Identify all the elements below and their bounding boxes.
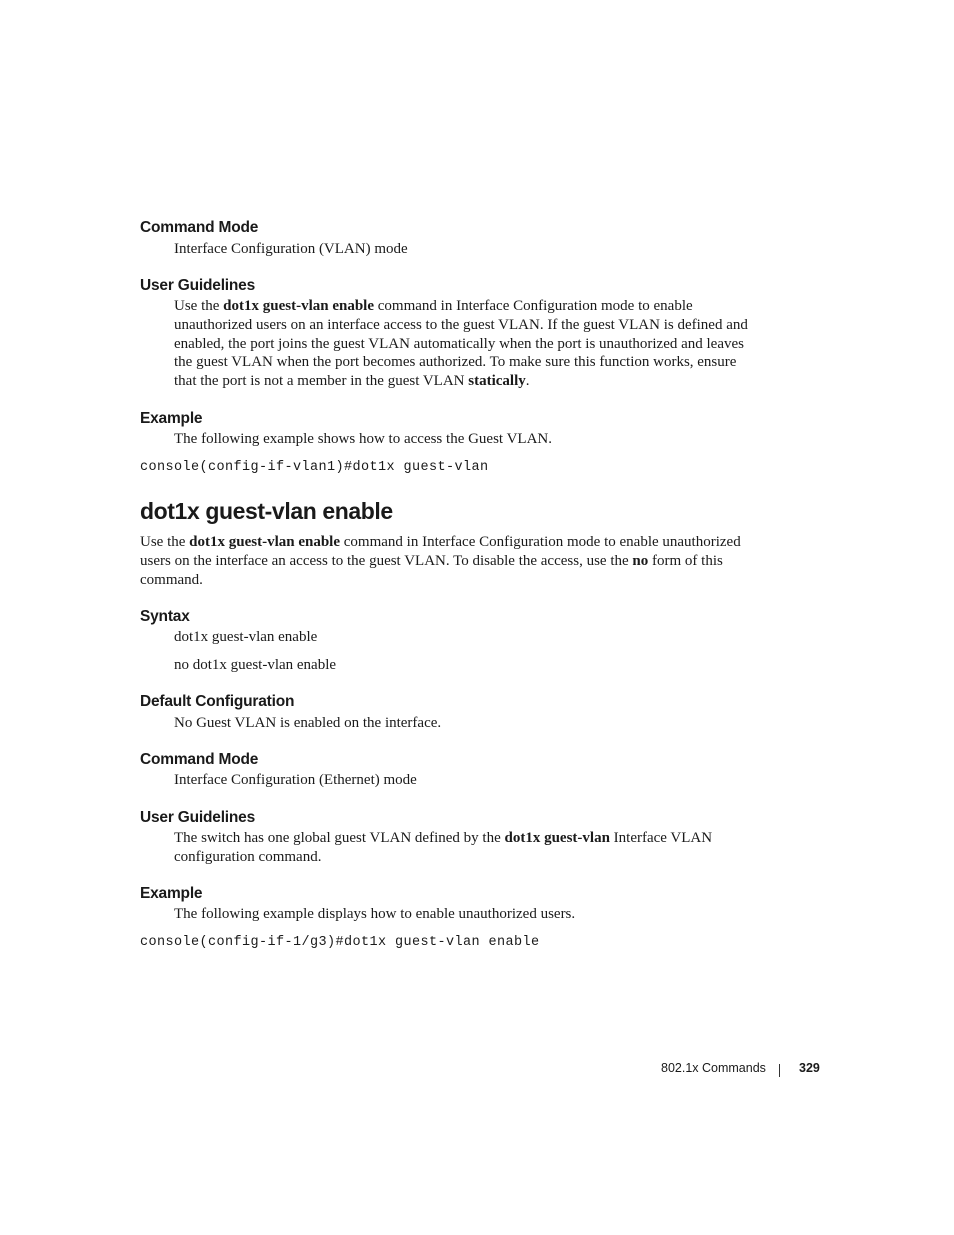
syntax-heading: Syntax xyxy=(140,608,190,625)
example-heading: Example xyxy=(140,410,203,427)
example-code-2: console(config-if-1/g3)#dot1x guest-vlan enable xyxy=(140,935,540,950)
command-mode-text-2: Interface Configuration (Ethernet) mode xyxy=(174,772,417,788)
example-heading-2: Example xyxy=(140,885,203,902)
example-text-2: The following example displays how to enable unauthorized users. xyxy=(174,906,576,922)
syntax-line-2: no dot1x guest-vlan enable xyxy=(174,657,337,673)
section-intro: Use the dot1x guest-vlan enable command in Interface Configuration mode to enable unauthorized users on the interface an access to the guest VLAN. To disable the access, use the no form of this command. xyxy=(140,534,741,588)
user-guidelines-heading-2: User Guidelines xyxy=(140,809,256,826)
page-number: 329 xyxy=(799,1061,820,1075)
command-mode-heading-2: Command Mode xyxy=(140,751,259,768)
default-configuration-heading: Default Configuration xyxy=(140,693,295,710)
default-configuration-text: No Guest VLAN is enabled on the interface. xyxy=(174,715,442,731)
command-mode-text: Interface Configuration (VLAN) mode xyxy=(174,241,408,257)
example-text: The following example shows how to access the Guest VLAN. xyxy=(174,431,552,447)
user-guidelines-text-2: The switch has one global guest VLAN defined by the dot1x guest-vlan Interface VLAN configuration command. xyxy=(174,830,713,865)
footer-chapter: 802.1x Commands xyxy=(661,1061,766,1075)
user-guidelines-heading: User Guidelines xyxy=(140,277,256,294)
section-title: dot1x guest-vlan enable xyxy=(140,498,393,524)
footer-divider xyxy=(779,1064,780,1077)
user-guidelines-text: Use the dot1x guest-vlan enable command in Interface Configuration mode to enable unauthorized users on an interface access to the guest VLAN. If the guest VLAN is defined and enabled, the port joins the guest VLAN automatically when the port is unauthorized and leaves the guest VLAN when the port becomes authorized. To make sure this function works, ensure that the port is not a member in the guest VLAN statically. xyxy=(174,298,748,390)
command-mode-heading: Command Mode xyxy=(140,219,259,236)
example-code: console(config-if-vlan1)#dot1x guest-vlan xyxy=(140,460,489,475)
syntax-line-1: dot1x guest-vlan enable xyxy=(174,629,318,645)
